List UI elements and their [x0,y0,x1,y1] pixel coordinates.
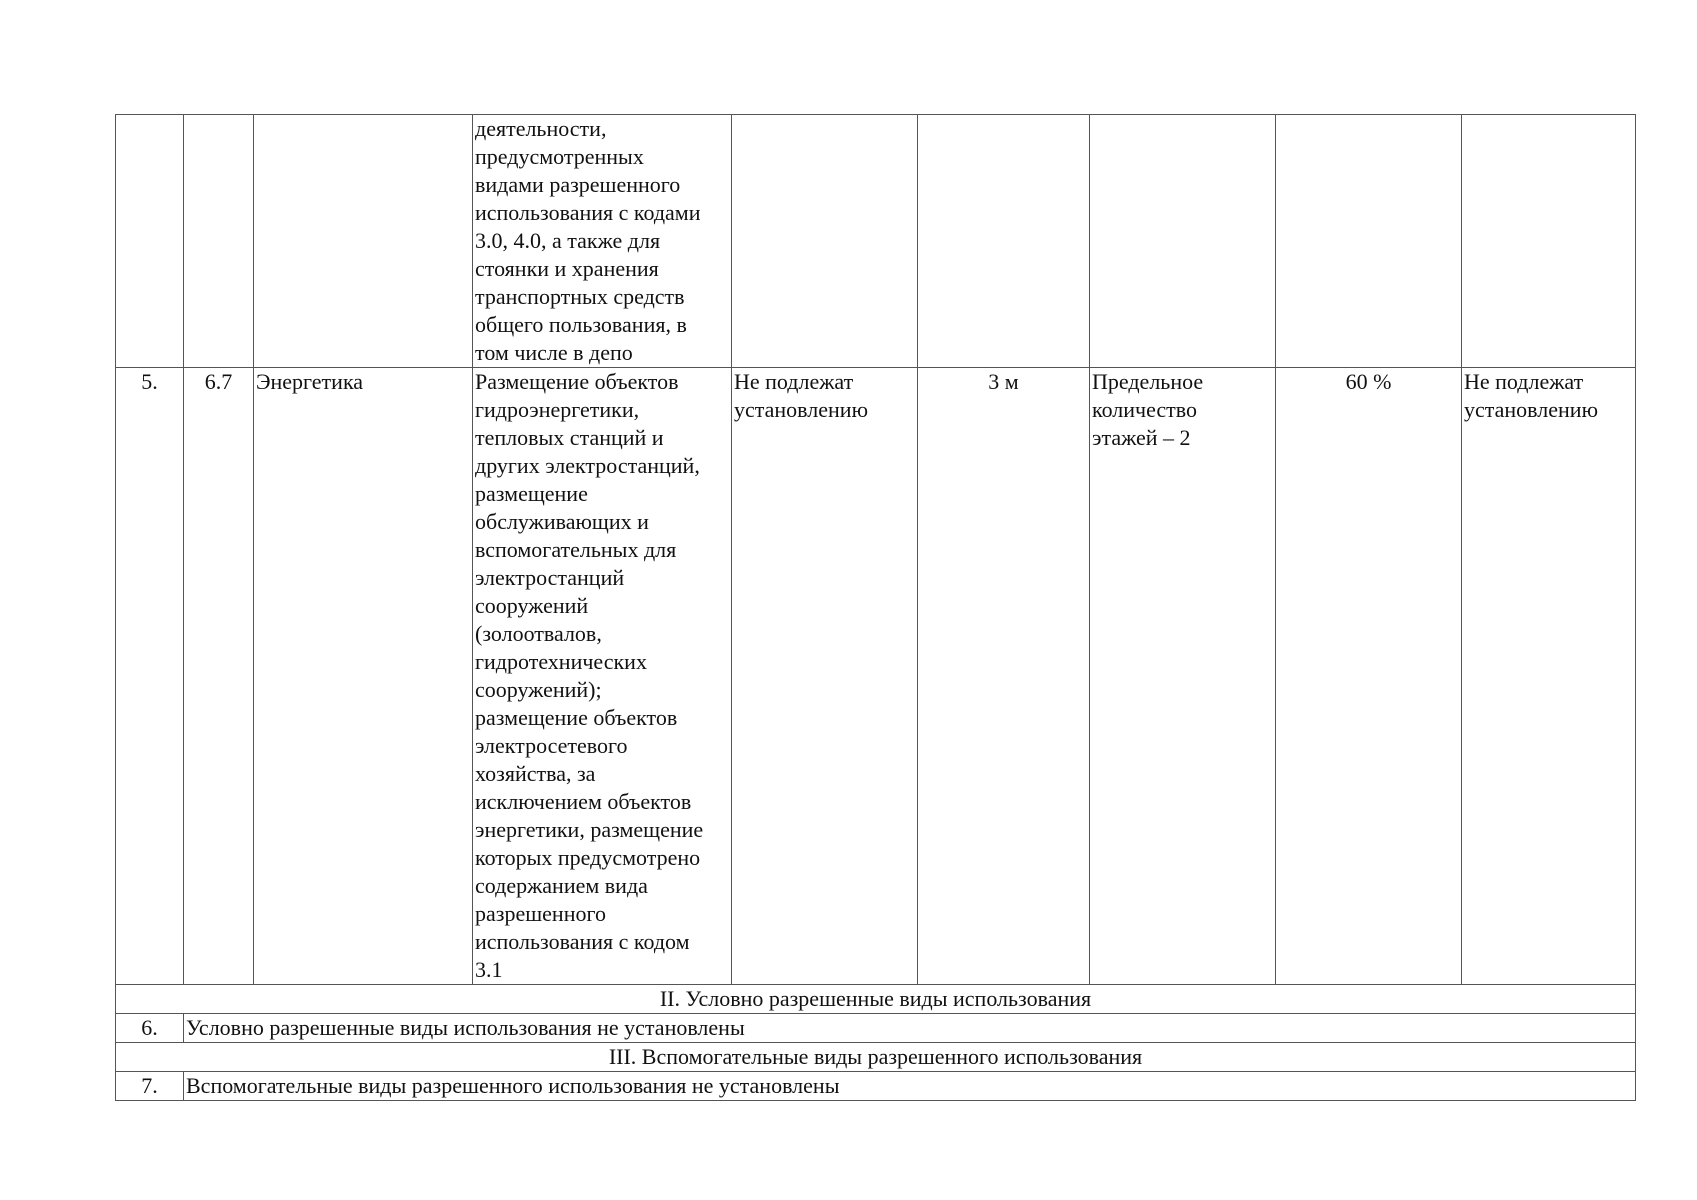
section-3-title: III. Вспомогательные виды разрешенного использования [116,1043,1636,1072]
cell-note: Условно разрешенные виды использования не установлены [184,1014,1636,1043]
cell-num: 7. [116,1072,184,1101]
cell-coverage: 60 % [1276,368,1462,985]
table-row-6 [116,1014,1636,1043]
cell-name: Энергетика [254,368,473,985]
cell-other [1462,115,1636,368]
cell-plot-size: Не подлежат установлению [732,368,918,985]
section-2-title: II. Условно разрешенные виды использования [116,985,1636,1014]
cell-description: деятельности, предусмотренных видами разрешенного использования с кодами 3.0, 4.0, а также для стоянки и хранения транспортных средств общего пользования, в том числе в депо [473,115,732,368]
cell-code [184,115,254,368]
cell-coverage [1276,115,1462,368]
section-heading-row [116,985,1636,1014]
cell-num [116,115,184,368]
cell-code: 6.7 [184,368,254,985]
cell-floors: Предельное количество этажей – 2 [1090,368,1276,985]
cell-other: Не подлежат установлению [1462,368,1636,985]
cell-num: 6. [116,1014,184,1043]
section-heading-row [116,1043,1636,1072]
table-row-continuation [116,115,1636,368]
table-row-energy [116,368,1636,985]
cell-setback: 3 м [918,368,1090,985]
cell-plot-size [732,115,918,368]
table-row-7 [116,1072,1636,1101]
cell-setback [918,115,1090,368]
land-use-table [115,114,1636,1101]
cell-description: Размещение объектов гидроэнергетики, тепловых станций и других электростанций, размещение обслуживающих и вспомогательных для электростанций сооружений (золоотвалов, гидротехнических сооружений); размещение объектов электросетевого хозяйства, за исключением объектов энергетики, размещение которых предусмотрено содержанием вида разрешенного использования с кодом 3.1 [473,368,732,985]
cell-num: 5. [116,368,184,985]
cell-note: Вспомогательные виды разрешенного использования не установлены [184,1072,1636,1101]
cell-floors [1090,115,1276,368]
cell-name [254,115,473,368]
